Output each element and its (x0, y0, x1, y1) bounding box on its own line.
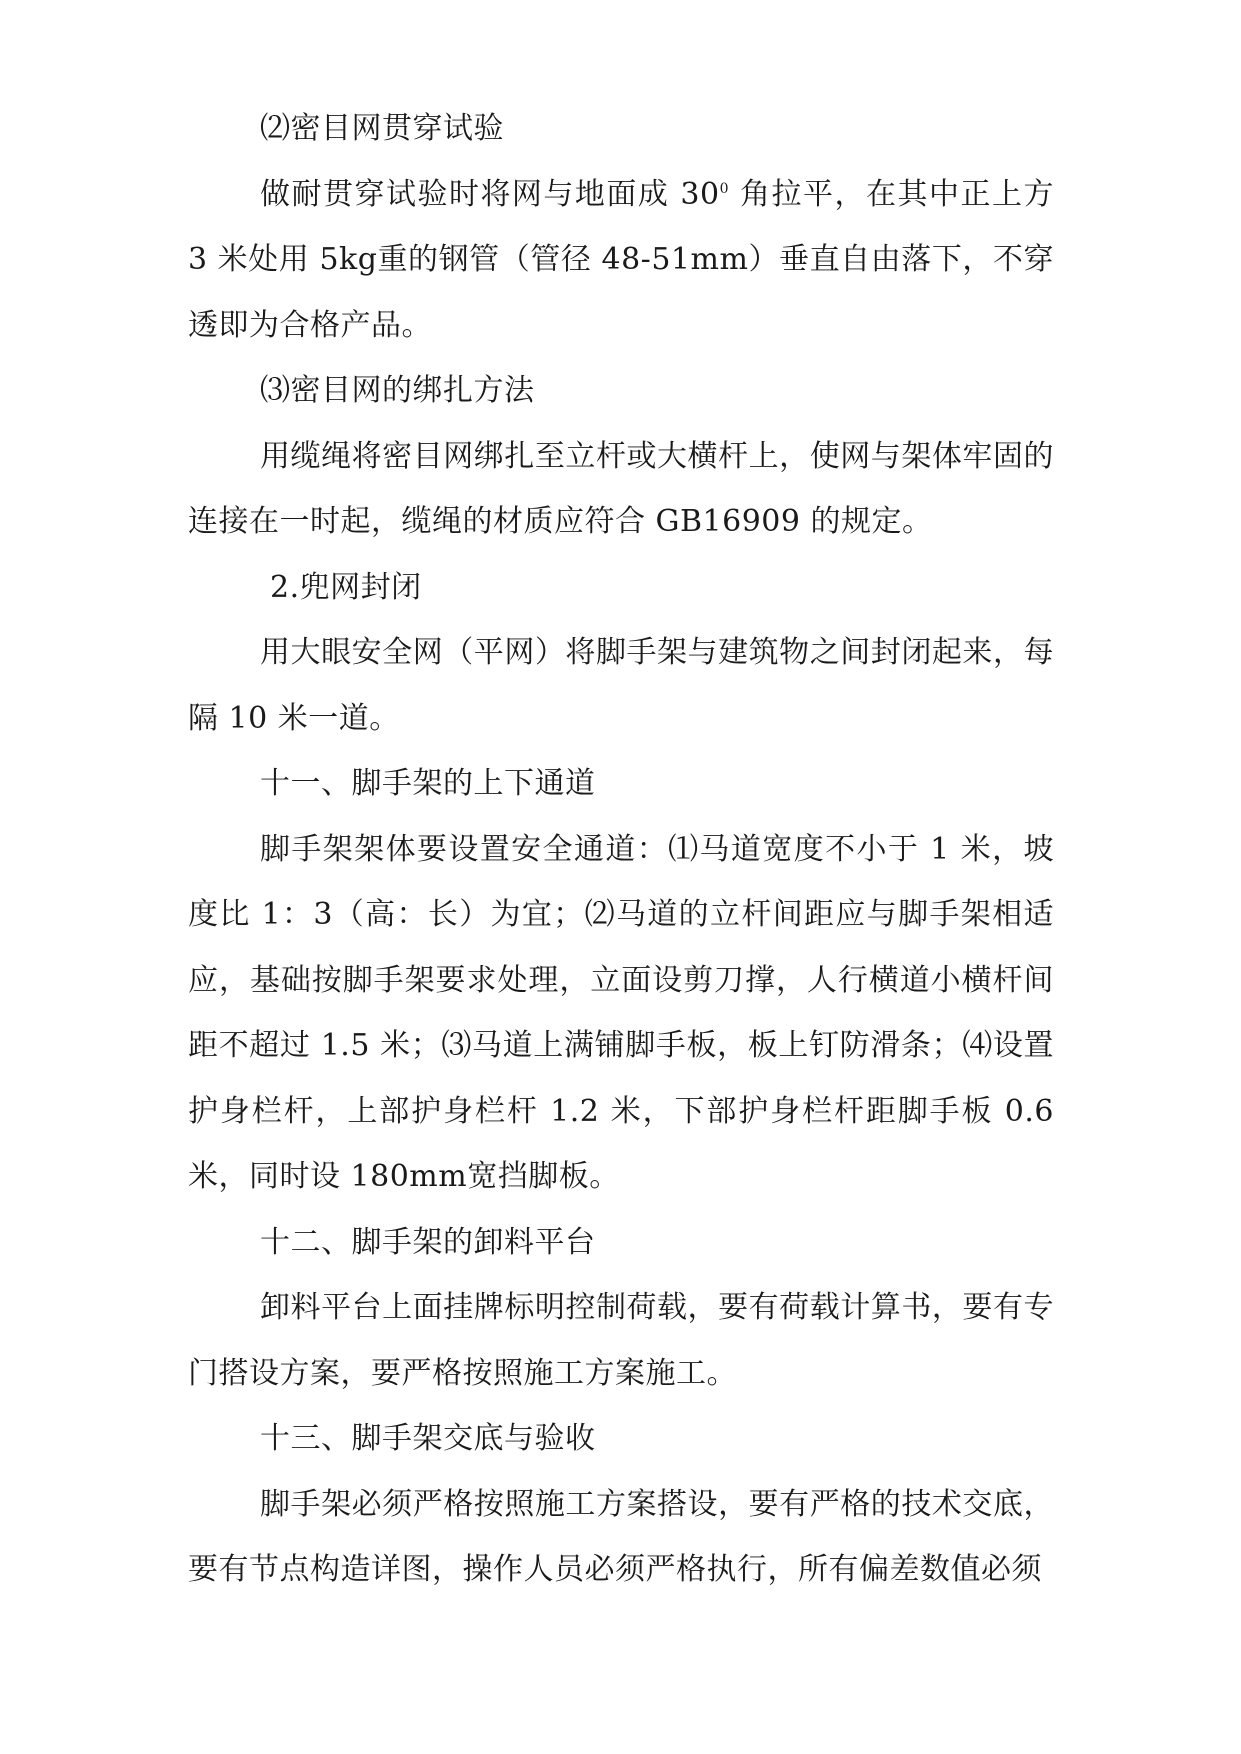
degree-superscript: 0 (719, 180, 730, 197)
text-segment: 角拉平，在其中正上方 3 米处用 5kg重的钢管（管径 48-51mm）垂直自由落下，不穿透即为合格产品。 (188, 176, 1054, 343)
paragraph-binding-method: 用缆绳将密目网绑扎至立杆或大横杆上，使网与架体牢固的连接在一时起，缆绳的材质应符合 GB16909 的规定。 (188, 438, 1054, 539)
section-heading-access-path: 十一、脚手架的上下通道 (260, 766, 596, 801)
text-segment: 做耐贯穿试验时将网与地面成 30 (260, 176, 720, 212)
paragraph-net-enclosure: 用大眼安全网（平网）将脚手架与建筑物之间封闭起来，每隔 10 米一道。 (188, 635, 1054, 736)
subheading-mesh-binding-method: ⑶密目网的绑扎方法 (260, 373, 535, 408)
paragraph-handover-acceptance: 脚手架必须严格按照施工方案搭设，要有严格的技术交底，要有节点构造详图，操作人员必须严格执行，所有偏差数值必须 (188, 1486, 1054, 1587)
section-heading-handover-acceptance: 十三、脚手架交底与验收 (260, 1421, 596, 1456)
section-heading-unloading-platform: 十二、脚手架的卸料平台 (260, 1224, 596, 1260)
paragraph-access-path: 脚手架架体要设置安全通道：⑴马道宽度不小于 1 米，坡度比 1：3（高：长）为宜；⑵马道的立杆间距应与脚手架相适应，基础按脚手架要求处理，立面设剪刀撑，人行横道小横杆间距不超过 1.5 米；⑶马道上满铺脚手板，板上钉防滑条；⑷设置护身栏杆，上部护身栏杆 1.2 米，下部护身栏杆距脚手板 0.6 米，同时设 180mm宽挡脚板。 (188, 831, 1054, 1194)
document-body (188, 96, 1054, 1603)
paragraph-unloading-platform: 卸料平台上面挂牌标明控制荷载，要有荷载计算书，要有专门搭设方案，要严格按照施工方案施工。 (188, 1290, 1054, 1391)
subheading-net-enclosure: 2.兜网封闭 (270, 569, 422, 605)
subheading-mesh-penetration-test: ⑵密目网贯穿试验 (260, 111, 504, 146)
paragraph-penetration-test (188, 162, 1054, 359)
